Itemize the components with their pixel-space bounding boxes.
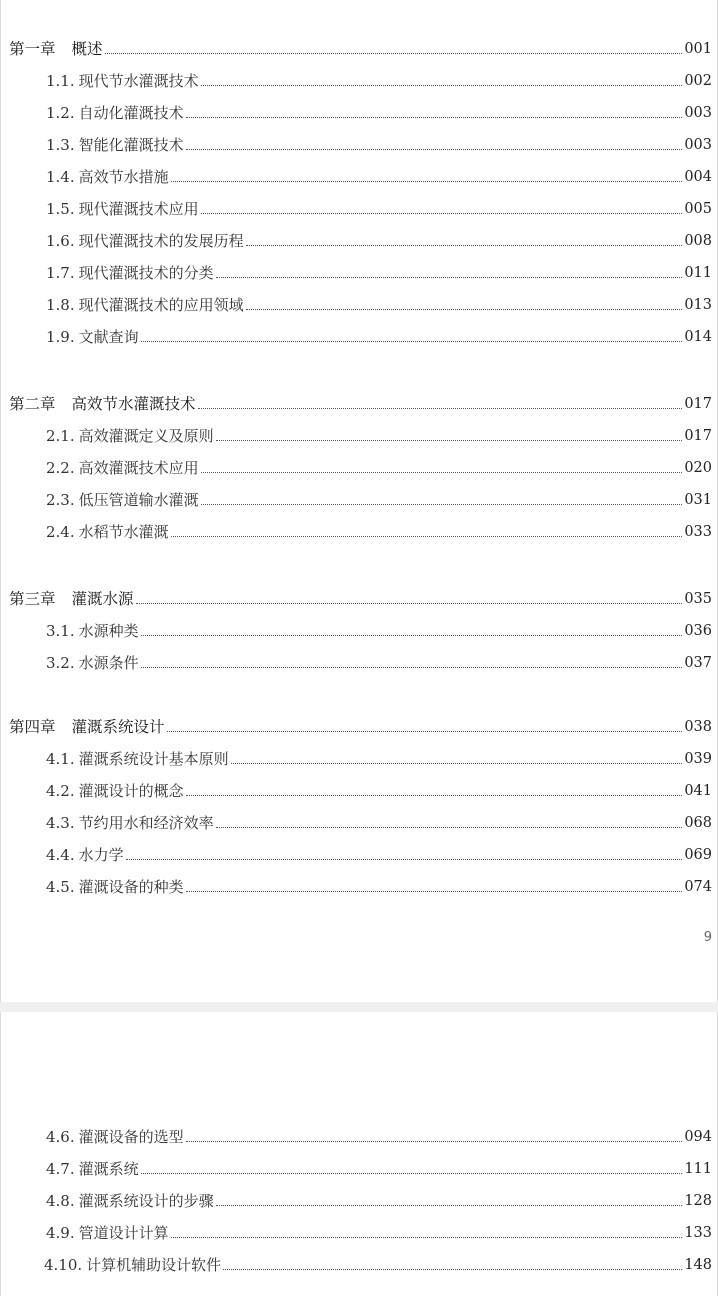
- entry-page-number: 001: [684, 41, 712, 57]
- entry-page-number: 037: [684, 655, 712, 671]
- dot-leader: [186, 795, 683, 796]
- toc-section-entry[interactable]: [1, 1123, 717, 1147]
- dot-leader: [141, 341, 683, 342]
- entry-number: 第一章: [9, 40, 56, 58]
- entry-number: 1.4.: [46, 168, 75, 186]
- toc-chapter-entry[interactable]: [1, 585, 717, 609]
- dot-leader: [186, 891, 683, 892]
- dot-leader: [201, 472, 683, 473]
- entry-number: 第四章: [9, 718, 56, 736]
- entry-title: 高效节水灌溉技术: [71, 395, 196, 413]
- entry-title: 现代节水灌溉技术: [78, 72, 199, 90]
- dot-leader: [201, 504, 683, 505]
- entry-page-number: 033: [684, 524, 712, 540]
- entry-number: 1.2.: [46, 104, 75, 122]
- toc-chapter-entry[interactable]: [1, 35, 717, 59]
- entry-title: 灌溉系统: [78, 1160, 139, 1178]
- entry-page-number: 111: [684, 1161, 712, 1177]
- entry-page-number: 031: [684, 492, 712, 508]
- entry-title: 文献查询: [78, 328, 139, 346]
- entry-number: 4.5.: [46, 878, 75, 896]
- entry-number: 1.1.: [46, 72, 75, 90]
- toc-section-entry[interactable]: [1, 486, 717, 510]
- toc-section-entry[interactable]: [1, 777, 717, 801]
- entry-number: 1.9.: [46, 328, 75, 346]
- toc-section-entry[interactable]: [1, 617, 717, 641]
- dot-leader: [201, 85, 683, 86]
- entry-page-number: 094: [684, 1129, 712, 1145]
- toc-section-entry[interactable]: [1, 745, 717, 769]
- entry-title: 灌溉水源: [71, 590, 134, 608]
- toc-section-entry[interactable]: [1, 259, 717, 283]
- entry-page-number: 128: [684, 1193, 712, 1209]
- entry-title: 灌溉系统设计基本原则: [78, 750, 229, 768]
- entry-page-number: 039: [684, 751, 712, 767]
- dot-leader: [231, 763, 683, 764]
- entry-title: 灌溉系统设计的步骤: [78, 1192, 214, 1210]
- entry-title: 灌溉设备的种类: [78, 878, 184, 896]
- toc-section-entry[interactable]: [1, 873, 717, 897]
- entry-number: 4.9.: [46, 1224, 75, 1242]
- toc-section-entry[interactable]: [1, 195, 717, 219]
- entry-page-number: 011: [684, 265, 712, 281]
- entry-title: 现代灌溉技术的分类: [78, 264, 214, 282]
- entry-number: 第二章: [9, 395, 56, 413]
- toc-section-entry[interactable]: [1, 163, 717, 187]
- toc-page-2: [0, 1012, 718, 1296]
- toc-section-entry[interactable]: [1, 99, 717, 123]
- toc-section-entry[interactable]: [1, 841, 717, 865]
- toc-section-entry[interactable]: [1, 227, 717, 251]
- dot-leader: [136, 603, 683, 604]
- entry-page-number: 008: [684, 233, 712, 249]
- entry-title: 智能化灌溉技术: [78, 136, 184, 154]
- entry-page-number: 014: [684, 329, 712, 345]
- entry-number: 3.2.: [46, 654, 75, 672]
- entry-number: 4.2.: [46, 782, 75, 800]
- entry-page-number: 003: [684, 105, 712, 121]
- entry-page-number: 013: [684, 297, 712, 313]
- entry-number: 1.5.: [46, 200, 75, 218]
- entry-number: 4.7.: [46, 1160, 75, 1178]
- toc-section-entry[interactable]: [1, 649, 717, 673]
- entry-page-number: 068: [684, 815, 712, 831]
- toc-section-entry[interactable]: [1, 422, 717, 446]
- entry-title: 灌溉系统设计: [71, 718, 165, 736]
- dot-leader: [198, 408, 683, 409]
- dot-leader: [126, 859, 683, 860]
- entry-page-number: 035: [684, 591, 712, 607]
- toc-section-entry[interactable]: [1, 1251, 717, 1275]
- entry-number: 4.8.: [46, 1192, 75, 1210]
- dot-leader: [223, 1269, 682, 1270]
- dot-leader: [171, 536, 683, 537]
- entry-page-number: 020: [684, 460, 712, 476]
- toc-section-entry[interactable]: [1, 291, 717, 315]
- dot-leader: [171, 1237, 683, 1238]
- dot-leader: [216, 440, 683, 441]
- entry-number: 2.3.: [46, 491, 75, 509]
- entry-number: 1.7.: [46, 264, 75, 282]
- toc-section-entry[interactable]: [1, 67, 717, 91]
- entry-page-number: 041: [684, 783, 712, 799]
- entry-title: 计算机辅助设计软件: [86, 1256, 222, 1274]
- dot-leader: [171, 181, 683, 182]
- entry-title: 高效节水措施: [78, 168, 169, 186]
- dot-leader: [186, 117, 683, 118]
- entry-number: 4.6.: [46, 1128, 75, 1146]
- entry-title: 水力学: [78, 846, 124, 864]
- entry-page-number: 148: [684, 1257, 712, 1273]
- toc-chapter-entry[interactable]: [1, 713, 717, 737]
- entry-title: 现代灌溉技术应用: [78, 200, 199, 218]
- entry-number: 4.3.: [46, 814, 75, 832]
- entry-title: 水稻节水灌溉: [78, 523, 169, 541]
- entry-title: 现代灌溉技术的应用领域: [78, 296, 244, 314]
- dot-leader: [246, 245, 683, 246]
- entry-page-number: 005: [684, 201, 712, 217]
- entry-title: 高效灌溉技术应用: [78, 459, 199, 477]
- entry-number: 1.8.: [46, 296, 75, 314]
- entry-number: 第三章: [9, 590, 56, 608]
- toc-section-entry[interactable]: [1, 1155, 717, 1179]
- entry-title: 节约用水和经济效率: [78, 814, 214, 832]
- entry-page-number: 004: [684, 169, 712, 185]
- toc-section-entry[interactable]: [1, 454, 717, 478]
- page-number: 9: [703, 930, 712, 945]
- dot-leader: [105, 53, 683, 54]
- entry-page-number: 038: [684, 719, 712, 735]
- entry-number: 4.4.: [46, 846, 75, 864]
- entry-page-number: 017: [684, 396, 712, 412]
- dot-leader: [201, 213, 683, 214]
- entry-title: 现代灌溉技术的发展历程: [78, 232, 244, 250]
- entry-title: 水源种类: [78, 622, 139, 640]
- dot-leader: [216, 827, 683, 828]
- entry-page-number: 069: [684, 847, 712, 863]
- entry-number: 2.1.: [46, 427, 75, 445]
- toc-chapter-entry[interactable]: [1, 390, 717, 414]
- entry-number: 2.2.: [46, 459, 75, 477]
- dot-leader: [246, 309, 683, 310]
- dot-leader: [141, 1173, 683, 1174]
- entry-number: 1.3.: [46, 136, 75, 154]
- entry-title: 灌溉设备的选型: [78, 1128, 184, 1146]
- toc-section-entry[interactable]: [1, 131, 717, 155]
- entry-number: 1.6.: [46, 232, 75, 250]
- entry-title: 水源条件: [78, 654, 139, 672]
- dot-leader: [167, 731, 683, 732]
- entry-title: 自动化灌溉技术: [78, 104, 184, 122]
- entry-page-number: 036: [684, 623, 712, 639]
- toc-section-entry[interactable]: [1, 1187, 717, 1211]
- entry-page-number: 074: [684, 879, 712, 895]
- entry-page-number: 003: [684, 137, 712, 153]
- toc-section-entry[interactable]: [1, 323, 717, 347]
- entry-number: 4.10.: [44, 1256, 83, 1274]
- entry-number: 2.4.: [46, 523, 75, 541]
- entry-title: 概述: [71, 40, 103, 58]
- dot-leader: [186, 1141, 683, 1142]
- entry-title: 灌溉设计的概念: [78, 782, 184, 800]
- entry-number: 4.1.: [46, 750, 75, 768]
- dot-leader: [186, 149, 683, 150]
- entry-page-number: 002: [684, 73, 712, 89]
- entry-title: 低压管道输水灌溉: [78, 491, 199, 509]
- entry-page-number: 133: [684, 1225, 712, 1241]
- dot-leader: [216, 277, 683, 278]
- dot-leader: [216, 1205, 683, 1206]
- entry-page-number: 017: [684, 428, 712, 444]
- toc-section-entry[interactable]: [1, 518, 717, 542]
- entry-title: 高效灌溉定义及原则: [78, 427, 214, 445]
- entry-title: 管道设计计算: [78, 1224, 169, 1242]
- toc-section-entry[interactable]: [1, 809, 717, 833]
- toc-section-entry[interactable]: [1, 1219, 717, 1243]
- dot-leader: [141, 635, 683, 636]
- entry-number: 3.1.: [46, 622, 75, 640]
- dot-leader: [141, 667, 683, 668]
